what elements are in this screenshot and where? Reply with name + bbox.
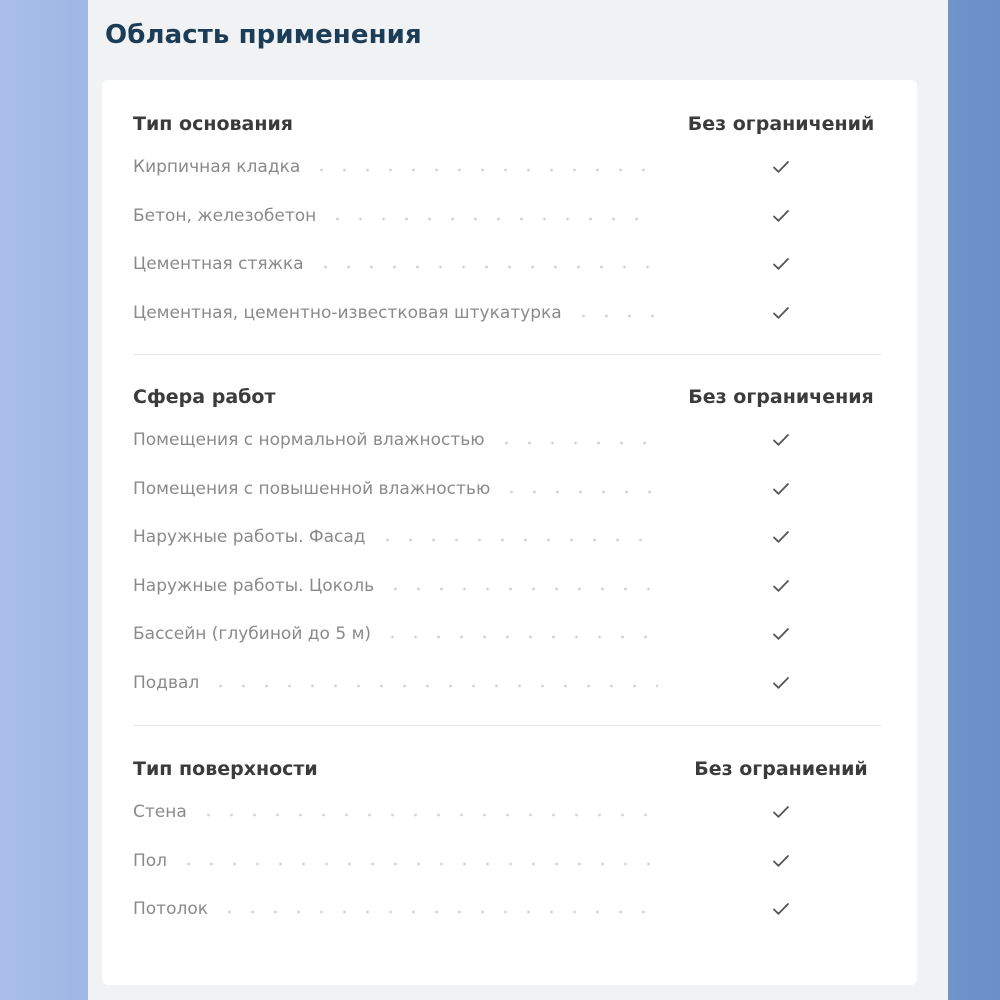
group-heading: Тип основания <box>133 113 293 135</box>
row-label-cell <box>133 157 658 177</box>
row-label: Бассейн (глубиной до 5 м) <box>133 624 372 645</box>
row-label: Цементная, цементно-известковая штукатурка <box>133 302 562 323</box>
check-icon <box>772 854 790 868</box>
dotted-leader <box>218 910 658 914</box>
section-divider <box>133 354 881 355</box>
check-icon <box>772 902 790 916</box>
dotted-leader <box>177 862 658 866</box>
group-heading: Тип поверхности <box>133 758 318 780</box>
row-label-cell <box>133 430 658 450</box>
row-label-cell <box>133 479 658 499</box>
check-cell <box>681 480 881 498</box>
row-label-cell <box>133 254 658 274</box>
group-work-scope <box>133 378 881 707</box>
check-icon <box>772 257 790 271</box>
check-cell <box>681 528 881 546</box>
check-icon <box>772 160 790 174</box>
check-icon <box>772 530 790 544</box>
check-icon <box>772 627 790 641</box>
table-row <box>133 465 881 514</box>
dotted-leader <box>376 538 658 542</box>
check-icon <box>772 676 790 690</box>
table-row <box>133 192 881 241</box>
row-label-cell <box>133 576 658 596</box>
row-label: Наружные работы. Фасад <box>133 527 366 548</box>
check-icon <box>772 209 790 223</box>
check-cell <box>681 158 881 176</box>
row-label-cell <box>133 851 658 871</box>
row-label-cell <box>133 206 658 226</box>
row-label-cell <box>133 527 658 547</box>
row-label: Бетон, железобетон <box>133 205 317 226</box>
row-label: Пол <box>133 850 168 871</box>
group-column-value: Без ограничений <box>687 113 875 135</box>
check-icon <box>772 433 790 447</box>
check-cell <box>681 577 881 595</box>
row-label: Потолок <box>133 899 209 920</box>
table-row <box>133 885 881 934</box>
dotted-leader <box>495 441 658 445</box>
dotted-leader <box>209 684 658 688</box>
row-label-cell <box>133 673 658 693</box>
table-row <box>133 788 881 837</box>
group-heading: Сфера работ <box>133 386 276 408</box>
check-cell <box>681 304 881 322</box>
group-column-value: Без ограниений <box>694 758 868 780</box>
table-row <box>133 416 881 465</box>
row-label-cell <box>133 899 658 919</box>
dotted-leader <box>572 314 658 318</box>
group-header <box>133 378 881 416</box>
dotted-leader <box>384 587 658 591</box>
table-row <box>133 659 881 708</box>
row-label: Стена <box>133 802 187 823</box>
dotted-leader <box>314 265 658 269</box>
row-label: Подвал <box>133 672 200 693</box>
row-label: Помещения с повышенной влажностью <box>133 478 491 499</box>
specs-card <box>102 80 917 985</box>
row-label-cell <box>133 802 658 822</box>
dotted-leader <box>500 490 658 494</box>
page-title: Область применения <box>105 20 422 50</box>
content-panel <box>88 0 948 1000</box>
row-label-cell <box>133 303 658 323</box>
table-row <box>133 240 881 289</box>
table-row <box>133 562 881 611</box>
group-header <box>133 105 881 143</box>
check-cell <box>681 625 881 643</box>
table-row <box>133 143 881 192</box>
check-cell <box>681 900 881 918</box>
check-cell <box>681 431 881 449</box>
row-label: Помещения с нормальной влажностью <box>133 430 485 451</box>
row-label: Цементная стяжка <box>133 254 304 275</box>
check-cell <box>681 852 881 870</box>
group-header <box>133 750 881 788</box>
check-icon <box>772 482 790 496</box>
check-cell <box>681 674 881 692</box>
table-row <box>133 610 881 659</box>
check-cell <box>681 207 881 225</box>
dotted-leader <box>381 635 658 639</box>
section-divider <box>133 725 881 726</box>
check-icon <box>772 579 790 593</box>
row-label-cell <box>133 624 658 644</box>
dotted-leader <box>197 813 658 817</box>
dotted-leader <box>310 168 658 172</box>
table-row <box>133 289 881 338</box>
check-icon <box>772 306 790 320</box>
check-icon <box>772 805 790 819</box>
dotted-leader <box>326 217 658 221</box>
table-row <box>133 513 881 562</box>
table-row <box>133 837 881 886</box>
group-base-type <box>133 105 881 337</box>
check-cell <box>681 255 881 273</box>
group-surface-type <box>133 750 881 934</box>
row-label: Кирпичная кладка <box>133 157 301 178</box>
row-label: Наружные работы. Цоколь <box>133 575 375 596</box>
check-cell <box>681 803 881 821</box>
group-column-value: Без ограничения <box>688 386 874 408</box>
